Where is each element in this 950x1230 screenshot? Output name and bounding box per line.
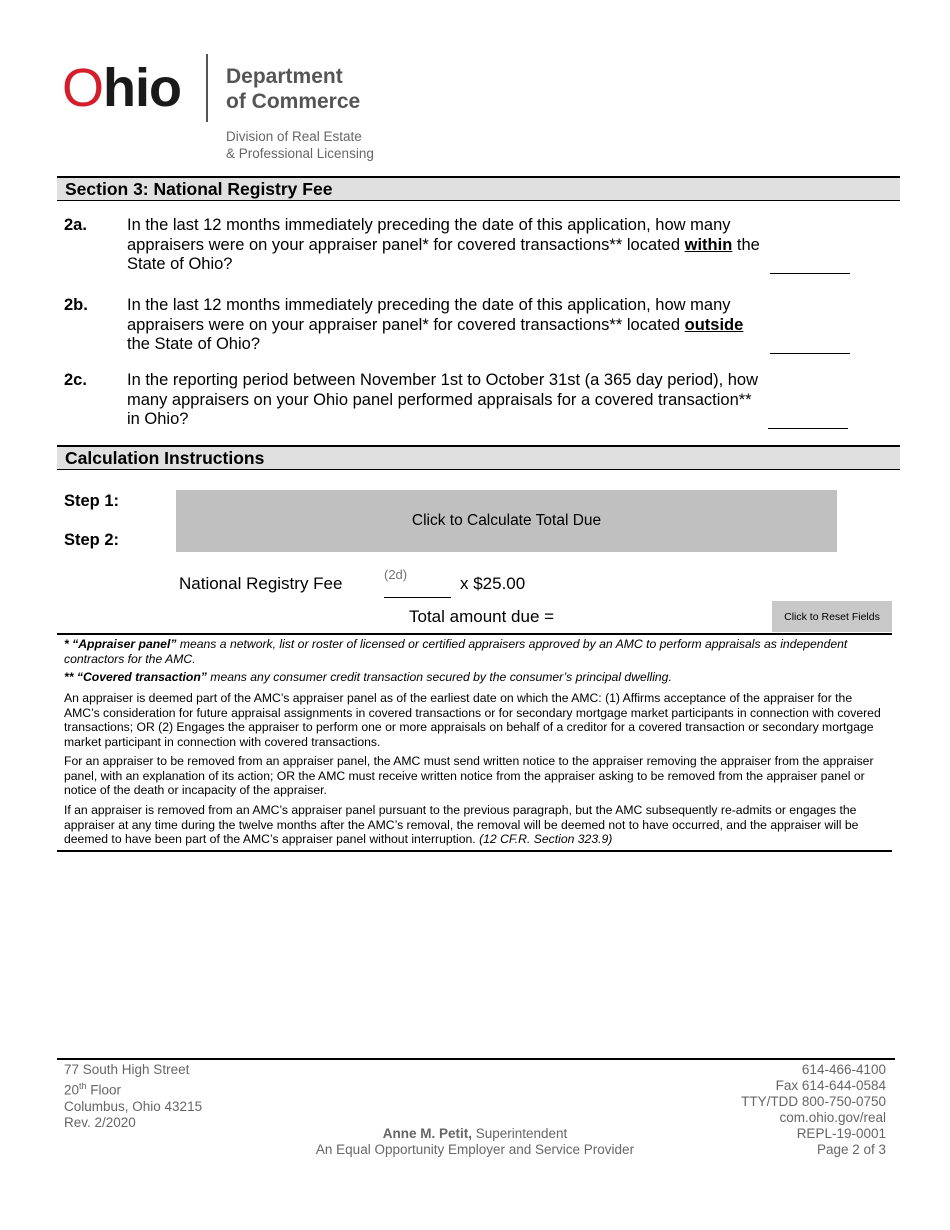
department-line1: Department [226,65,343,88]
question-2b-number: 2b. [64,296,88,314]
calculation-header: Calculation Instructions [57,445,900,470]
superintendent: Anne M. Petit, Superintendent [382,1126,568,1141]
footer-contact [741,1062,886,1158]
revision: Rev. 2/2020 [64,1114,136,1130]
equal-opportunity: An Equal Opportunity Employer and Service Provider [315,1142,635,1157]
address-street: 77 South High Street [64,1062,190,1077]
emphasis-outside: outside [684,315,744,334]
step1-label: Step 1: [64,492,120,510]
division-line2: & Professional Licensing [226,146,374,161]
logo-divider [206,54,208,122]
address-floor: 20th Floor [64,1081,122,1098]
section3-header: Section 3: National Registry Fee [57,176,900,201]
definition-paragraph-3: If an appraiser is removed from an AMC’s appraiser panel pursuant to the previous paragraph, but the AMC subsequently re-admits or engages the appraiser at any time during the twelve months after the AMC’s removal, the removal will be deemed not to have occurred, and the appraiser will be deemed to have been part of the AMC’s appraiser panel without interruption. (12 CF.R. Section 323.9) [64,803,859,847]
definition-paragraph-2: For an appraiser to be removed from an appraiser panel, the AMC must send written notice to the appraiser removing the appraiser from the appraiser panel, with an explanation of its action; OR the AMC must receive written notice from the appraiser asking to be removed from the appraiser panel or notice of the death or incapacity of the appraiser. [64,754,874,798]
fee-multiplier: x $25.00 [460,574,526,593]
question-2b-text: In the last 12 months immediately preceding the date of this application, how many appraisers were on your appraiser panel* for covered transactions** located outside the State of Ohio? [127,296,744,353]
footer-address [64,1062,202,1131]
form-number: REPL-19-0001 [796,1126,886,1141]
definition-paragraph-1: An appraiser is deemed part of the AMC’s appraiser panel as of the earliest date on which the AMC: (1) Affirms acceptance of the appraiser for the AMC’s consideration for future appraisal assignments in covered transactions or for secondary mortgage market participants in connection with covered transactions; OR (2) Engages the appraiser to perform one or more appraisals on behalf of a creditor for a covered transaction or secondary mortgage market participant in connection with covered transactions. [64,691,881,749]
page-number: Page 2 of 3 [816,1142,886,1157]
fee-count-input[interactable] [384,566,451,598]
division-line1: Division of Real Estate [226,129,362,144]
question-2c-number: 2c. [64,371,87,389]
reset-fields-button[interactable]: Click to Reset Fields [772,601,892,632]
department-line2: of Commerce [226,90,361,113]
phone: 614-466-4100 [801,1062,886,1077]
step2-label: Step 2: [64,531,120,549]
national-registry-fee-label: National Registry Fee [179,574,343,593]
question-2a-number: 2a. [64,216,87,234]
answer-2b-field[interactable] [770,353,850,354]
calculate-total-button[interactable]: Click to Calculate Total Due [176,490,837,552]
address-city: Columbus, Ohio 43215 [64,1098,203,1114]
ohio-logo-text: hio [103,58,181,118]
answer-2c-field[interactable] [768,428,848,429]
tty: TTY/TDD 800-750-0750 [741,1094,886,1109]
emphasis-within: within [684,235,733,254]
question-2c-text: In the reporting period between November 1st to October 31st (a 365 day period), how many appraisers on your Ohio panel performed appraisals for a covered transaction** in Ohio? [127,371,759,428]
question-2a-text: In the last 12 months immediately preceding the date of this application, how many appraisers were on your appraiser panel* for covered transactions** located within the State of Ohio? [127,216,760,273]
department-name [226,64,360,114]
covered-transaction-definition: ** “Covered transaction” means any consumer credit transaction secured by the consumer’s principal dwelling. [64,670,672,684]
definitions-bottom-rule [57,850,892,852]
ohio-logo [62,58,181,118]
calculation-bottom-rule [57,633,892,635]
division-name [226,128,374,162]
ohio-logo-o: O [62,58,104,118]
total-amount-due-label: Total amount due = [409,607,555,626]
citation: (12 CF.R. Section 323.9) [479,832,613,847]
website: com.ohio.gov/real [779,1110,886,1125]
fax: Fax 614-644-0584 [775,1078,886,1093]
answer-2a-field[interactable] [770,273,850,274]
appraiser-panel-definition: * “Appraiser panel” means a network, list or roster of licensed or certified appraisers approved by an AMC to perform appraisals as independent contractors for the AMC. [64,637,848,666]
footer-rule [57,1058,895,1060]
